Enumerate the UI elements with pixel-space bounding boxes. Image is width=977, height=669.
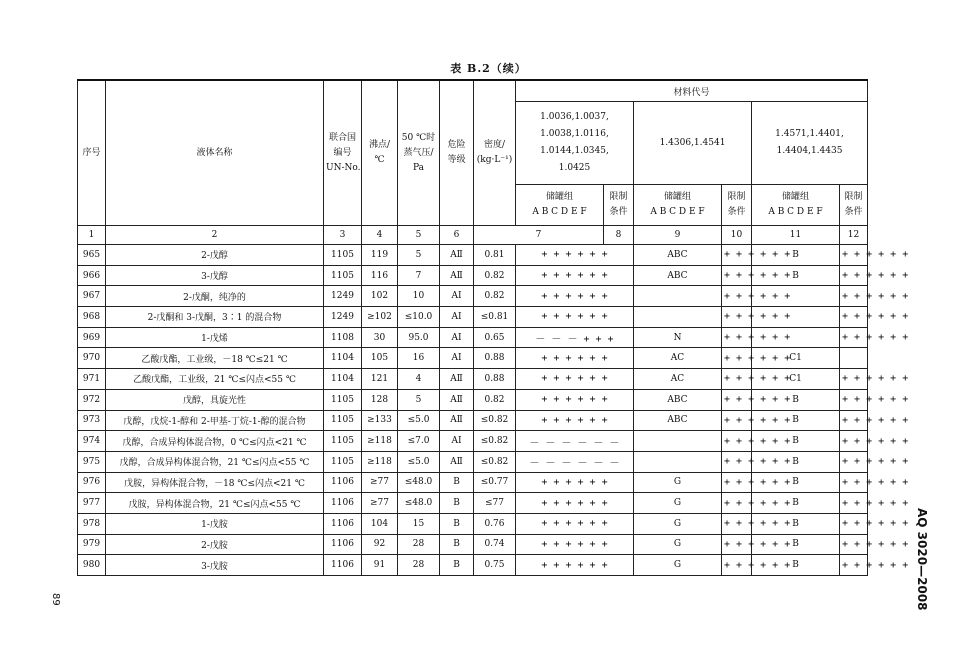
density: ≤0.82 bbox=[474, 451, 516, 472]
hazard-class: AⅠ bbox=[440, 307, 474, 328]
row-number: 968 bbox=[78, 307, 106, 328]
boiling-point: 128 bbox=[362, 389, 398, 410]
vapor-pressure: 28 bbox=[398, 555, 440, 576]
un-number: 1104 bbox=[324, 348, 362, 369]
liquid-name: 1-戊胺 bbox=[106, 513, 324, 534]
restriction-1: G bbox=[634, 493, 722, 514]
liquid-name: 3-戊醇 bbox=[106, 265, 324, 286]
table-row bbox=[78, 245, 868, 266]
tank-group-3: + + + + + + bbox=[840, 245, 868, 266]
density: ≤77 bbox=[474, 493, 516, 514]
header-tank-group-3: 储罐组 A B C D E F bbox=[752, 185, 840, 226]
boiling-point: ≥77 bbox=[362, 493, 398, 514]
restriction-1: G bbox=[634, 534, 722, 555]
vapor-pressure: ≤10.0 bbox=[398, 307, 440, 328]
tank-group-1: － － － － － － bbox=[516, 451, 634, 472]
row-number: 970 bbox=[78, 348, 106, 369]
density: 0.82 bbox=[474, 286, 516, 307]
restriction-1 bbox=[634, 286, 722, 307]
restriction-1: N bbox=[634, 327, 722, 348]
restriction-1: ABC bbox=[634, 245, 722, 266]
un-number: 1249 bbox=[324, 286, 362, 307]
density: 0.88 bbox=[474, 348, 516, 369]
hazard-class: AⅠ bbox=[440, 348, 474, 369]
restriction-2: C1 bbox=[752, 369, 840, 390]
tank-group-1: + + + + + + bbox=[516, 410, 634, 431]
table-row bbox=[78, 369, 868, 390]
boiling-point: ≥118 bbox=[362, 431, 398, 452]
tank-group-2: + + + + + + bbox=[722, 410, 752, 431]
un-number: 1105 bbox=[324, 410, 362, 431]
hazard-class: AⅠ bbox=[440, 286, 474, 307]
restriction-1 bbox=[634, 431, 722, 452]
row-number: 967 bbox=[78, 286, 106, 307]
un-number: 1106 bbox=[324, 493, 362, 514]
vapor-pressure: 10 bbox=[398, 286, 440, 307]
header-restriction-3: 限制 条件 bbox=[840, 185, 868, 226]
header-material-code: 材料代号 bbox=[516, 80, 868, 102]
hazard-class: AⅡ bbox=[440, 265, 474, 286]
liquid-name: 3-戊胺 bbox=[106, 555, 324, 576]
row-number: 969 bbox=[78, 327, 106, 348]
restriction-2: B bbox=[752, 513, 840, 534]
density: 0.65 bbox=[474, 327, 516, 348]
liquid-name: 2-戊醇 bbox=[106, 245, 324, 266]
tank-group-2: + + + + + + bbox=[722, 555, 752, 576]
un-number: 1106 bbox=[324, 472, 362, 493]
vapor-pressure: ≤48.0 bbox=[398, 472, 440, 493]
density: 0.76 bbox=[474, 513, 516, 534]
table-row bbox=[78, 555, 868, 576]
liquid-name: 戊胺，异构体混合物，－18 ℃≤闪点<21 ℃ bbox=[106, 472, 324, 493]
density: ≤0.81 bbox=[474, 307, 516, 328]
column-number-5: 5 bbox=[398, 226, 440, 245]
restriction-1 bbox=[634, 307, 722, 328]
density: ≤0.82 bbox=[474, 431, 516, 452]
table-row bbox=[78, 389, 868, 410]
density: 0.75 bbox=[474, 555, 516, 576]
restriction-1: AC bbox=[634, 348, 722, 369]
liquid-name: 戊醇，合成异构体混合物，0 ℃≤闪点<21 ℃ bbox=[106, 431, 324, 452]
vapor-pressure: ≤5.0 bbox=[398, 410, 440, 431]
tank-group-3: + + + + + + bbox=[840, 555, 868, 576]
tank-group-1: + + + + + + bbox=[516, 555, 634, 576]
un-number: 1105 bbox=[324, 451, 362, 472]
tank-group-1: － － － － － － bbox=[516, 431, 634, 452]
tank-group-2: + + + + + + bbox=[722, 369, 752, 390]
density: ≤0.77 bbox=[474, 472, 516, 493]
row-number: 972 bbox=[78, 389, 106, 410]
liquid-name: 2-戊酮和 3-戊酮，3∶1 的混合物 bbox=[106, 307, 324, 328]
column-number-6: 6 bbox=[440, 226, 474, 245]
tank-group-3: + + + + + + bbox=[840, 327, 868, 348]
tank-group-2: + + + + + + bbox=[722, 389, 752, 410]
restriction-1: G bbox=[634, 472, 722, 493]
row-number: 971 bbox=[78, 369, 106, 390]
header-restriction-2: 限制 条件 bbox=[722, 185, 752, 226]
column-number-3: 3 bbox=[324, 226, 362, 245]
header-material-group-1: 1.0036,1.0037, 1.0038,1.0116, 1.0144,1.0345, 1.0425 bbox=[516, 102, 634, 185]
liquid-name: 1-戊烯 bbox=[106, 327, 324, 348]
header-material-group-3: 1.4571,1.4401, 1.4404,1.4435 bbox=[752, 102, 868, 185]
un-number: 1106 bbox=[324, 513, 362, 534]
row-number: 973 bbox=[78, 410, 106, 431]
table-row bbox=[78, 348, 868, 369]
un-number: 1105 bbox=[324, 431, 362, 452]
data-table bbox=[77, 79, 909, 576]
tank-group-3: + + + + + + bbox=[840, 513, 868, 534]
row-number: 974 bbox=[78, 431, 106, 452]
liquid-name: 戊胺，异构体混合物，21 ℃≤闪点<55 ℃ bbox=[106, 493, 324, 514]
tank-group-2: + + + + + + bbox=[722, 307, 752, 328]
row-number: 975 bbox=[78, 451, 106, 472]
row-number: 966 bbox=[78, 265, 106, 286]
boiling-point: 91 bbox=[362, 555, 398, 576]
tank-group-2: + + + + + + bbox=[722, 265, 752, 286]
restriction-2: B bbox=[752, 493, 840, 514]
tank-group-3: + + + + + + bbox=[840, 493, 868, 514]
tank-group-2: + + + + + + bbox=[722, 348, 752, 369]
boiling-point: ≥102 bbox=[362, 307, 398, 328]
un-number: 1249 bbox=[324, 307, 362, 328]
header-hazard-class: 危险 等级 bbox=[440, 80, 474, 226]
density: 0.81 bbox=[474, 245, 516, 266]
restriction-2: B bbox=[752, 431, 840, 452]
tank-group-2: + + + + + + bbox=[722, 245, 752, 266]
vapor-pressure: 7 bbox=[398, 265, 440, 286]
restriction-1 bbox=[634, 451, 722, 472]
hazard-class: B bbox=[440, 493, 474, 514]
restriction-1: ABC bbox=[634, 265, 722, 286]
boiling-point: 92 bbox=[362, 534, 398, 555]
hazard-class: AⅡ bbox=[440, 389, 474, 410]
tank-group-1: + + + + + + bbox=[516, 348, 634, 369]
row-number: 978 bbox=[78, 513, 106, 534]
header-density: 密度/ (kg·L⁻¹) bbox=[474, 80, 516, 226]
restriction-1: AC bbox=[634, 369, 722, 390]
hazard-class: B bbox=[440, 555, 474, 576]
tank-group-3: + + + + + + bbox=[840, 472, 868, 493]
boiling-point: 121 bbox=[362, 369, 398, 390]
table-row bbox=[78, 307, 868, 328]
boiling-point: 102 bbox=[362, 286, 398, 307]
tank-group-1: + + + + + + bbox=[516, 369, 634, 390]
column-number-7: 7 bbox=[474, 226, 604, 245]
vapor-pressure: ≤48.0 bbox=[398, 493, 440, 514]
boiling-point: ≥133 bbox=[362, 410, 398, 431]
header-un-number: 联合国 编号 UN-No. bbox=[324, 80, 362, 226]
tank-group-1: + + + + + + bbox=[516, 307, 634, 328]
vapor-pressure: 15 bbox=[398, 513, 440, 534]
boiling-point: ≥118 bbox=[362, 451, 398, 472]
column-number-2: 2 bbox=[106, 226, 324, 245]
un-number: 1105 bbox=[324, 245, 362, 266]
tank-group-1: + + + + + + bbox=[516, 472, 634, 493]
tank-group-3 bbox=[840, 348, 868, 369]
column-number-4: 4 bbox=[362, 226, 398, 245]
un-number: 1105 bbox=[324, 389, 362, 410]
hazard-class: B bbox=[440, 534, 474, 555]
tank-group-2: + + + + + + bbox=[722, 534, 752, 555]
tank-group-2: + + + + + + bbox=[722, 472, 752, 493]
table-row bbox=[78, 410, 868, 431]
vapor-pressure: ≤7.0 bbox=[398, 431, 440, 452]
vapor-pressure: 4 bbox=[398, 369, 440, 390]
density: 0.82 bbox=[474, 265, 516, 286]
tank-group-3: + + + + + + bbox=[840, 286, 868, 307]
density: 0.88 bbox=[474, 369, 516, 390]
hazard-class: AⅠ bbox=[440, 431, 474, 452]
table-row bbox=[78, 431, 868, 452]
density: ≤0.82 bbox=[474, 410, 516, 431]
liquid-name: 乙酸戊酯，工业级，－18 ℃≤21 ℃ bbox=[106, 348, 324, 369]
header-seq: 序号 bbox=[78, 80, 106, 226]
header-tank-group-2: 储罐组 A B C D E F bbox=[634, 185, 722, 226]
tank-group-1: + + + + + + bbox=[516, 286, 634, 307]
table-title: 表 B.2（续） bbox=[450, 62, 527, 75]
un-number: 1105 bbox=[324, 265, 362, 286]
restriction-2: B bbox=[752, 451, 840, 472]
header-liquid-name: 液体名称 bbox=[106, 80, 324, 226]
hazard-class: AⅡ bbox=[440, 410, 474, 431]
liquid-name: 2-戊胺 bbox=[106, 534, 324, 555]
hazard-class: AⅠ bbox=[440, 327, 474, 348]
tank-group-1: + + + + + + bbox=[516, 245, 634, 266]
column-number-9: 9 bbox=[634, 226, 722, 245]
liquid-name: 戊醇，具旋光性 bbox=[106, 389, 324, 410]
density: 0.74 bbox=[474, 534, 516, 555]
standard-code: AQ 3020—2008 bbox=[915, 508, 929, 611]
vapor-pressure: 28 bbox=[398, 534, 440, 555]
restriction-2: B bbox=[752, 555, 840, 576]
table-row bbox=[78, 327, 868, 348]
restriction-2: B bbox=[752, 389, 840, 410]
restriction-2: B bbox=[752, 265, 840, 286]
liquid-name: 乙酸戊酯，工业级，21 ℃≤闪点<55 ℃ bbox=[106, 369, 324, 390]
tank-group-1: + + + + + + bbox=[516, 513, 634, 534]
column-number-10: 10 bbox=[722, 226, 752, 245]
tank-group-2: + + + + + + bbox=[722, 431, 752, 452]
un-number: 1106 bbox=[324, 555, 362, 576]
row-number: 979 bbox=[78, 534, 106, 555]
liquid-name: 戊醇，合成异构体混合物，21 ℃≤闪点<55 ℃ bbox=[106, 451, 324, 472]
un-number: 1108 bbox=[324, 327, 362, 348]
boiling-point: 104 bbox=[362, 513, 398, 534]
tank-group-3: + + + + + + bbox=[840, 451, 868, 472]
liquid-name: 戊醇，戊烷-1-醇和 2-甲基-丁烷-1-醇的混合物 bbox=[106, 410, 324, 431]
restriction-2: B bbox=[752, 534, 840, 555]
column-number-12: 12 bbox=[840, 226, 868, 245]
hazard-class: AⅡ bbox=[440, 245, 474, 266]
page-number: 89 bbox=[50, 593, 61, 606]
tank-group-3: + + + + + + bbox=[840, 307, 868, 328]
restriction-1: G bbox=[634, 555, 722, 576]
tank-group-3: + + + + + + bbox=[840, 431, 868, 452]
table-row bbox=[78, 451, 868, 472]
boiling-point: 105 bbox=[362, 348, 398, 369]
hazard-class: B bbox=[440, 513, 474, 534]
restriction-2: B bbox=[752, 245, 840, 266]
table-row bbox=[78, 265, 868, 286]
header-vapor-pressure: 50 ℃时 蒸气压/ Pa bbox=[398, 80, 440, 226]
row-number: 976 bbox=[78, 472, 106, 493]
header-tank-group-1: 储罐组 A B C D E F bbox=[516, 185, 604, 226]
hazard-class: AⅡ bbox=[440, 369, 474, 390]
vapor-pressure: ≤5.0 bbox=[398, 451, 440, 472]
table-row bbox=[78, 534, 868, 555]
boiling-point: 30 bbox=[362, 327, 398, 348]
table-row bbox=[78, 286, 868, 307]
tank-group-3: + + + + + + bbox=[840, 534, 868, 555]
un-number: 1104 bbox=[324, 369, 362, 390]
density: 0.82 bbox=[474, 389, 516, 410]
restriction-2: B bbox=[752, 410, 840, 431]
tank-group-1: + + + + + + bbox=[516, 493, 634, 514]
tank-group-1: － － － + + + bbox=[516, 327, 634, 348]
tank-group-3: + + + + + + bbox=[840, 369, 868, 390]
hazard-class: AⅡ bbox=[440, 451, 474, 472]
table-row bbox=[78, 513, 868, 534]
boiling-point: ≥77 bbox=[362, 472, 398, 493]
tank-group-1: + + + + + + bbox=[516, 389, 634, 410]
header-boiling-point: 沸点/ ℃ bbox=[362, 80, 398, 226]
boiling-point: 116 bbox=[362, 265, 398, 286]
vapor-pressure: 16 bbox=[398, 348, 440, 369]
tank-group-1: + + + + + + bbox=[516, 265, 634, 286]
vapor-pressure: 5 bbox=[398, 389, 440, 410]
row-number: 965 bbox=[78, 245, 106, 266]
table-row bbox=[78, 493, 868, 514]
tank-group-2: + + + + + + bbox=[722, 286, 752, 307]
header-material-group-2: 1.4306,1.4541 bbox=[634, 102, 752, 185]
un-number: 1106 bbox=[324, 534, 362, 555]
tank-group-3: + + + + + + bbox=[840, 389, 868, 410]
column-number-11: 11 bbox=[752, 226, 840, 245]
column-number-1: 1 bbox=[78, 226, 106, 245]
restriction-2: C1 bbox=[752, 348, 840, 369]
tank-group-2: + + + + + + bbox=[722, 513, 752, 534]
tank-group-2: + + + + + + bbox=[722, 493, 752, 514]
table-row bbox=[78, 472, 868, 493]
restriction-1: G bbox=[634, 513, 722, 534]
row-number: 980 bbox=[78, 555, 106, 576]
tank-group-2: + + + + + + bbox=[722, 451, 752, 472]
row-number: 977 bbox=[78, 493, 106, 514]
header-restriction-1: 限制 条件 bbox=[604, 185, 634, 226]
tank-group-1: + + + + + + bbox=[516, 534, 634, 555]
tank-group-3: + + + + + + bbox=[840, 265, 868, 286]
restriction-1: ABC bbox=[634, 410, 722, 431]
liquid-name: 2-戊酮，纯净的 bbox=[106, 286, 324, 307]
column-number-8: 8 bbox=[604, 226, 634, 245]
restriction-2: B bbox=[752, 472, 840, 493]
hazard-class: B bbox=[440, 472, 474, 493]
restriction-1: ABC bbox=[634, 389, 722, 410]
boiling-point: 119 bbox=[362, 245, 398, 266]
vapor-pressure: 95.0 bbox=[398, 327, 440, 348]
vapor-pressure: 5 bbox=[398, 245, 440, 266]
tank-group-2: + + + + + + bbox=[722, 327, 752, 348]
tank-group-3: + + + + + + bbox=[840, 410, 868, 431]
